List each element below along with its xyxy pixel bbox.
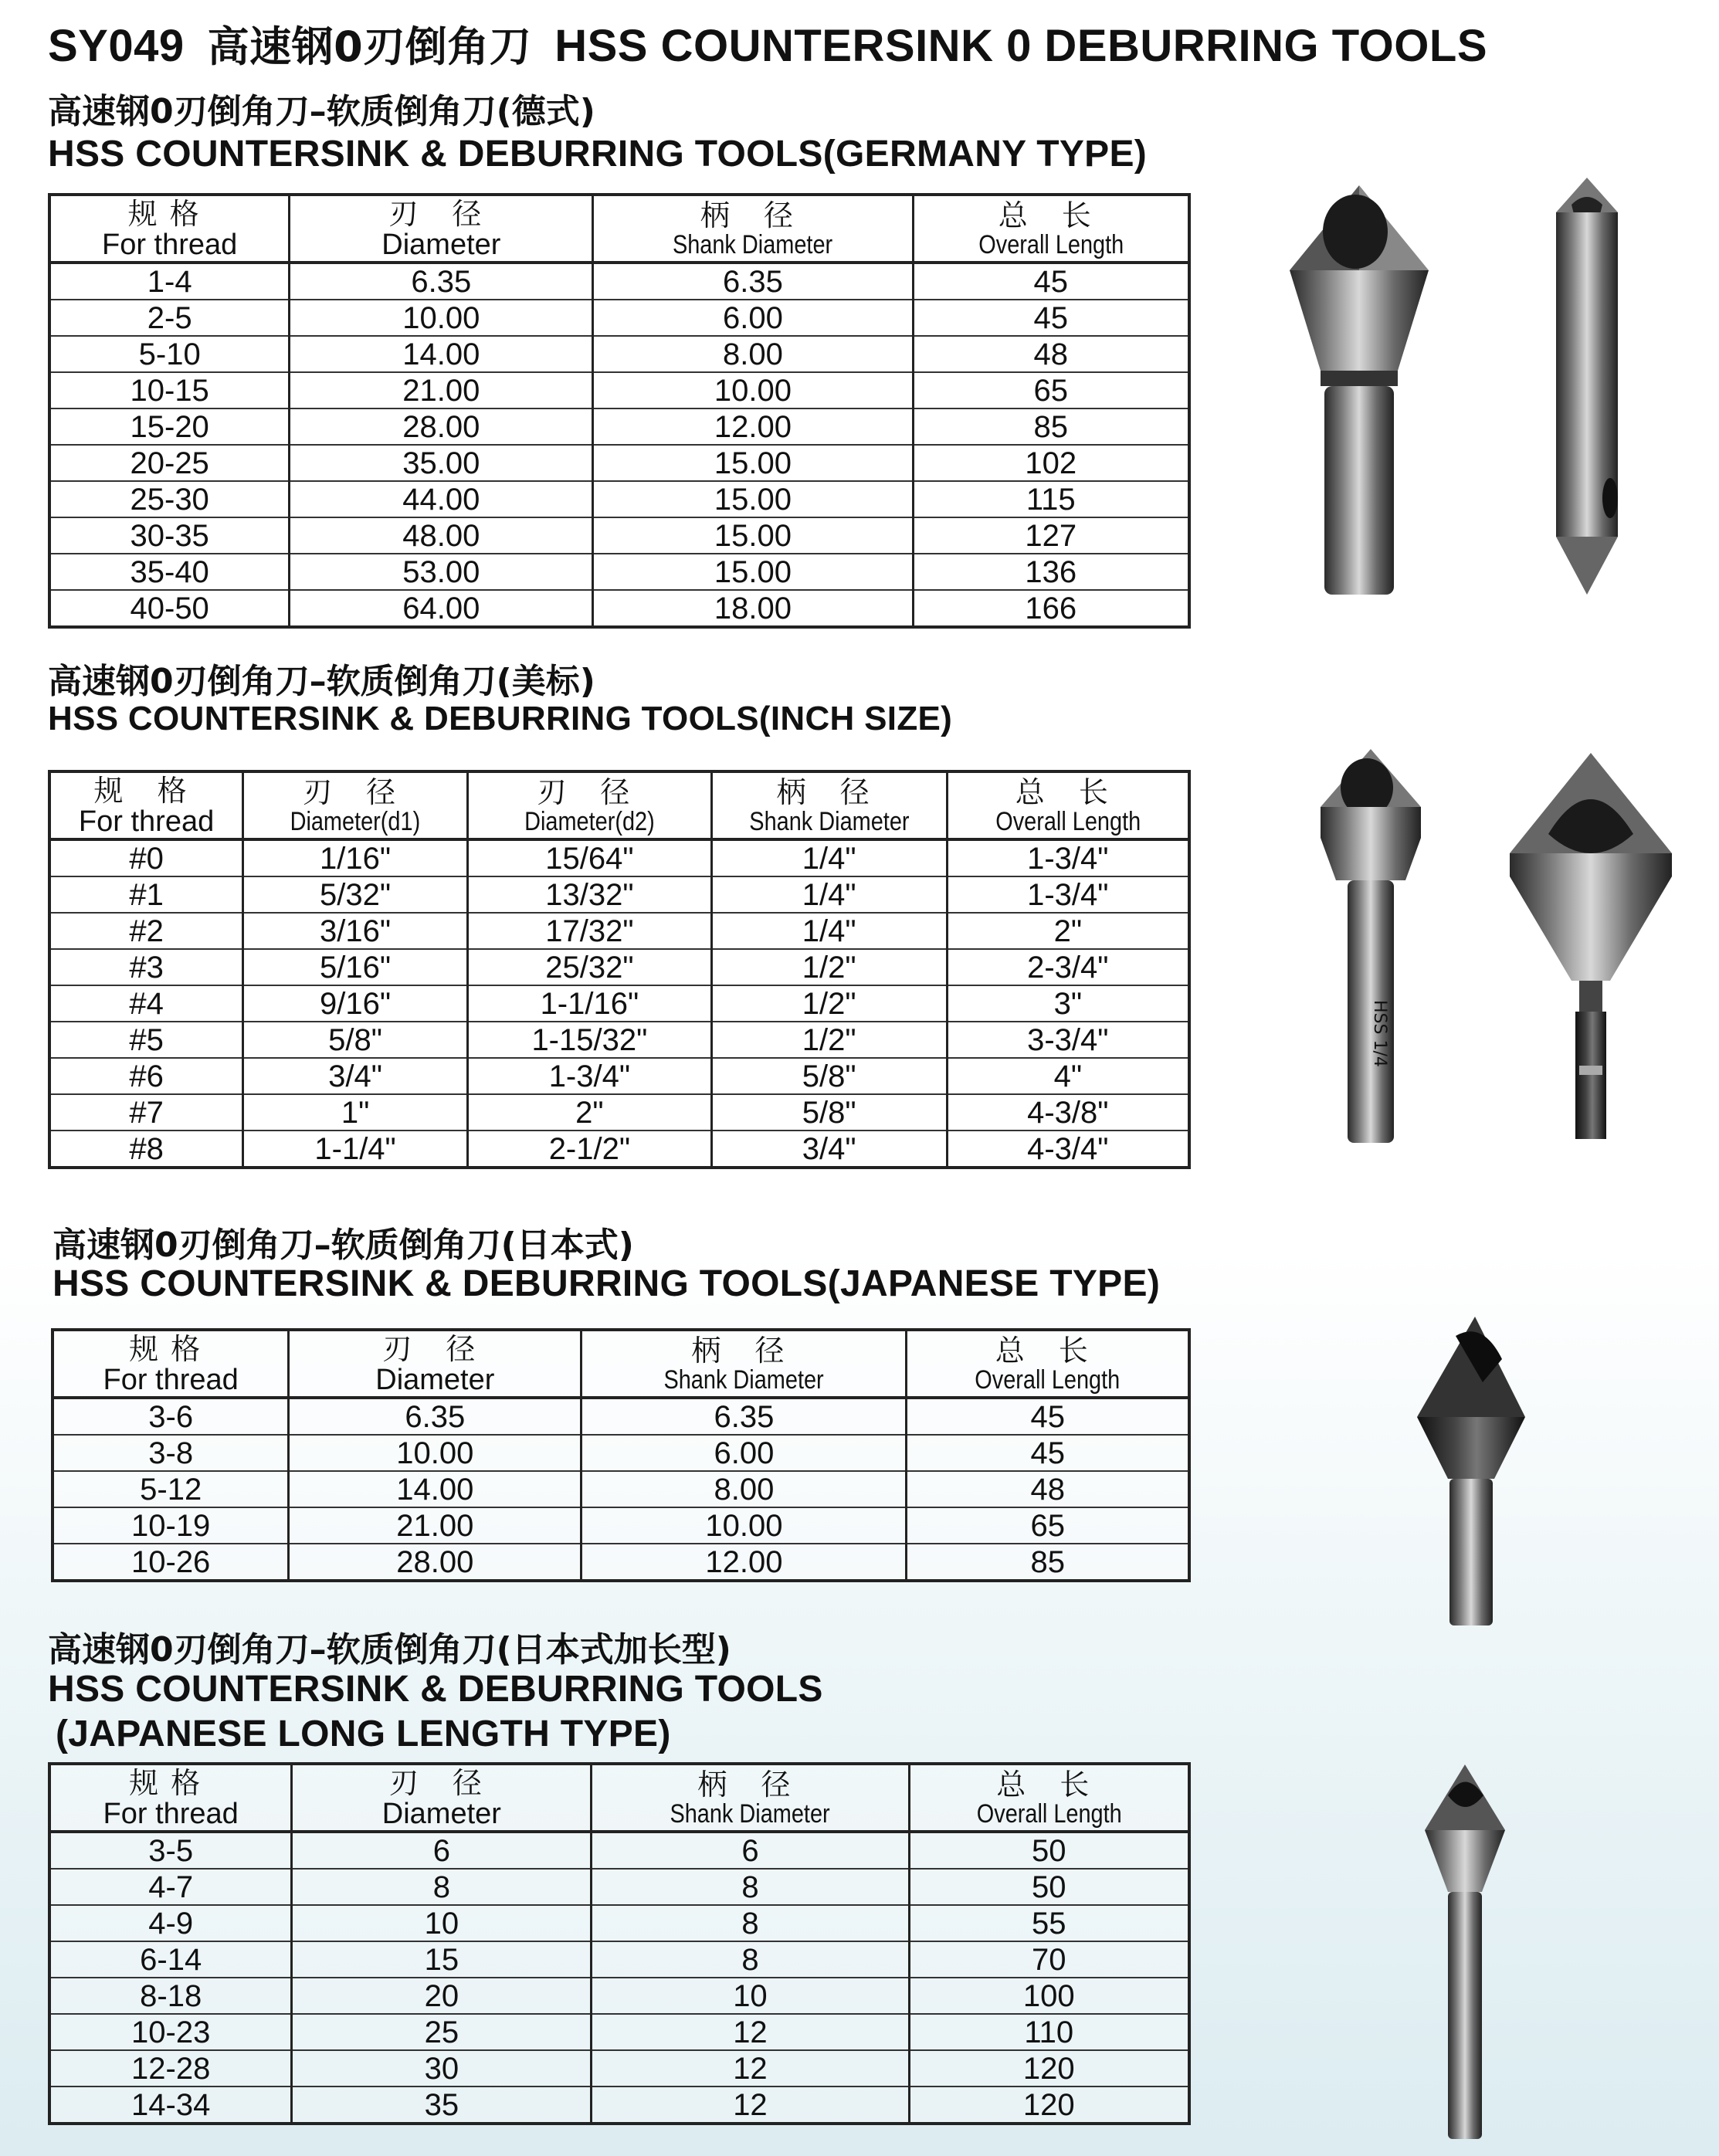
table-cell: 70 [909, 1941, 1189, 1978]
column-header-en: For thread [78, 805, 215, 838]
table-cell: 8 [592, 1941, 909, 1978]
table-cell: 102 [913, 445, 1189, 481]
table-cell: 12-28 [49, 2050, 292, 2087]
column-header-cn: 刃 径 [388, 1766, 494, 1800]
table-cell: 10-26 [53, 1544, 289, 1581]
table-row [49, 985, 1189, 1022]
table-row [49, 300, 1189, 336]
table-cell: 21.00 [289, 1507, 581, 1544]
table-cell: 10.00 [290, 300, 593, 336]
table-row [53, 1471, 1189, 1507]
table-cell: 1/4" [711, 913, 947, 949]
table-cell: 1/4" [711, 876, 947, 913]
table-cell: 17/32" [467, 913, 711, 949]
table-cell: 35.00 [290, 445, 593, 481]
column-header-cn: 总 长 [998, 198, 1104, 232]
table-cell: 12 [592, 2014, 909, 2050]
table-cell: 25-30 [49, 481, 290, 517]
column-header-en: For thread [102, 229, 238, 261]
photo-germany-deburring-rod [1544, 174, 1629, 606]
table-cell: 44.00 [290, 481, 593, 517]
table-cell: 14-34 [49, 2087, 292, 2124]
table-cell: 1" [243, 1094, 468, 1131]
section-japanese-long-title-en-2: (JAPANESE LONG LENGTH TYPE) [56, 1714, 671, 1754]
table-cell: 166 [1025, 591, 1077, 625]
column-header-en: For thread [103, 1364, 239, 1396]
table-row [49, 481, 1189, 517]
table-cell: 1/2" [711, 985, 947, 1022]
photo-inch-countersink-small [1313, 745, 1429, 1147]
table-cell: #1 [49, 876, 243, 913]
table-cell: 15.00 [593, 481, 913, 517]
section-japanese-title-en: HSS COUNTERSINK & DEBURRING TOOLS(JAPANESE TYPE) [53, 1263, 1161, 1304]
table-row [49, 839, 1189, 876]
column-header-cn: 柄 径 [776, 775, 882, 809]
table-row [53, 1544, 1189, 1581]
table-cell: 48 [907, 1471, 1189, 1507]
table-cell: 10-19 [53, 1507, 289, 1544]
table-cell: 4-3/8" [947, 1094, 1189, 1131]
table-cell: 6.35 [593, 263, 913, 300]
column-header [907, 1330, 1189, 1398]
column-header [49, 1764, 292, 1832]
table-row [49, 1131, 1189, 1168]
table-cell: 1-3/4" [947, 876, 1189, 913]
table-row [53, 1507, 1189, 1544]
table-cell: 1/4" [711, 839, 947, 876]
table-cell: 25 [292, 2014, 592, 2050]
table-cell: 15.00 [593, 554, 913, 590]
table-cell: 45 [913, 300, 1189, 336]
column-header-cn: 总 长 [1015, 775, 1121, 809]
page-title [48, 14, 1487, 73]
column-header [53, 1330, 289, 1398]
table-cell: 4-7 [49, 1869, 292, 1905]
section-inch-title-cn: 高速钢0刃倒角刀–软质倒角刀(美标) [48, 662, 595, 701]
table-cell: 5/32" [243, 876, 468, 913]
column-header-en: Overall Length [975, 1365, 1121, 1395]
table-cell: 48.00 [290, 517, 593, 554]
table-cell: 6 [292, 1832, 592, 1869]
table-cell: 115 [913, 481, 1189, 517]
table-cell: 2-1/2" [467, 1131, 711, 1168]
section-japanese-long-title-cn: 高速钢0刃倒角刀–软质倒角刀(日本式加长型) [48, 1630, 731, 1670]
column-header-en: Diameter(d1) [290, 807, 421, 836]
column-header-en: Shank Diameter [673, 230, 833, 259]
table-cell: 85 [1030, 1544, 1065, 1579]
table-cell: 120 [1022, 2087, 1075, 2122]
table-cell: 5/8" [243, 1022, 468, 1058]
column-header-en: Overall Length [995, 807, 1141, 836]
table-cell: 65 [913, 372, 1189, 408]
table-row [49, 1941, 1189, 1978]
table-header-row [49, 195, 1189, 263]
table-cell: 127 [913, 517, 1189, 554]
table-cell: 3/4" [243, 1058, 468, 1094]
table-cell: #2 [49, 913, 243, 949]
table-cell: 15-20 [49, 408, 290, 445]
column-header-en: For thread [103, 1798, 239, 1830]
table-row [49, 913, 1189, 949]
column-header [290, 195, 593, 263]
column-header-cn: 规格 [129, 1766, 213, 1800]
table-cell: 10.00 [581, 1507, 907, 1544]
table-cell: 4" [947, 1058, 1189, 1094]
table-row [49, 336, 1189, 372]
table-cell: 8 [592, 1905, 909, 1941]
table-row [49, 517, 1189, 554]
table-row [49, 876, 1189, 913]
table-row [49, 1094, 1189, 1131]
table-cell: 10-23 [49, 2014, 292, 2050]
table-row [49, 590, 1189, 627]
table-cell: 25/32" [467, 949, 711, 985]
table-cell: 2" [467, 1094, 711, 1131]
column-header [913, 195, 1189, 263]
table-japanese-long-type [48, 1762, 1191, 2125]
table-cell: 2-5 [49, 300, 290, 336]
table-cell: 12.00 [581, 1544, 907, 1581]
table-cell: 10 [592, 1978, 909, 2014]
column-header [49, 195, 290, 263]
column-header [49, 771, 243, 839]
table-cell: 120 [909, 2050, 1189, 2087]
table-cell: 50 [909, 1869, 1189, 1905]
table-row [49, 949, 1189, 985]
column-header-en: Shank Diameter [749, 807, 910, 836]
column-header [289, 1330, 581, 1398]
table-cell: 35-40 [49, 554, 290, 590]
table-cell: 30 [292, 2050, 592, 2087]
table-cell: 45 [907, 1435, 1189, 1471]
column-header-en: Diameter [375, 1364, 495, 1396]
table-cell: 10 [292, 1905, 592, 1941]
column-header-en: Diameter [381, 229, 501, 261]
table-cell: 8.00 [593, 336, 913, 372]
table-header-row [53, 1330, 1189, 1398]
table-cell: 15.00 [593, 517, 913, 554]
table-row [49, 263, 1189, 300]
column-header-cn: 刃 径 [388, 197, 494, 231]
table-cell: 28.00 [289, 1544, 581, 1581]
engraving-text: HSS 1/4 [1370, 1000, 1389, 1067]
table-row [49, 1978, 1189, 2014]
table-cell: 6.35 [289, 1398, 581, 1435]
table-row [49, 2014, 1189, 2050]
table-cell: 9/16" [243, 985, 468, 1022]
table-cell: 3-6 [53, 1398, 289, 1435]
table-germany-type [48, 193, 1191, 629]
table-header-row [49, 1764, 1189, 1832]
table-cell: 55 [909, 1905, 1189, 1941]
table-cell: 4-9 [49, 1905, 292, 1941]
table-row [49, 445, 1189, 481]
table-cell: 3-3/4" [947, 1022, 1189, 1058]
table-row [49, 1832, 1189, 1869]
table-cell: 2-3/4" [947, 949, 1189, 985]
column-header-cn: 柄 径 [700, 198, 805, 232]
table-cell: 1/16" [243, 839, 468, 876]
table-cell: #8 [49, 1131, 243, 1168]
column-header [592, 1764, 909, 1832]
table-cell: #3 [49, 949, 243, 985]
table-cell: 5/8" [711, 1094, 947, 1131]
table-cell: 110 [909, 2014, 1189, 2050]
table-row [53, 1398, 1189, 1435]
photo-japanese-countersink [1409, 1313, 1533, 1637]
column-header-en: Overall Length [976, 1799, 1122, 1829]
table-cell: 21.00 [290, 372, 593, 408]
table-cell: 6.35 [290, 263, 593, 300]
column-header [292, 1764, 592, 1832]
table-cell: 15/64" [467, 839, 711, 876]
table-cell: 1-3/4" [467, 1058, 711, 1094]
table-cell: #0 [49, 839, 243, 876]
table-cell: #5 [49, 1022, 243, 1058]
column-header-en: Diameter [381, 1798, 501, 1830]
table-cell: 6.35 [581, 1398, 907, 1435]
table-cell: 3/4" [711, 1131, 947, 1168]
table-row [49, 1022, 1189, 1058]
column-header-en: Shank Diameter [663, 1365, 825, 1395]
column-header [467, 771, 711, 839]
table-cell: 64.00 [290, 590, 593, 627]
table-cell: 85 [913, 408, 1189, 445]
table-cell: 12 [592, 2050, 909, 2087]
column-header-cn: 规格 [129, 1332, 213, 1366]
table-japanese-type [51, 1328, 1191, 1582]
table-cell: 20 [292, 1978, 592, 2014]
table-cell: 35 [292, 2087, 592, 2124]
title-cn: 高速钢0刃倒角刀 [207, 22, 532, 71]
column-header-cn: 刃 径 [382, 1332, 488, 1366]
table-cell: 8 [292, 1869, 592, 1905]
column-header [947, 771, 1189, 839]
section-inch-title-en: HSS COUNTERSINK & DEBURRING TOOLS(INCH SIZE) [48, 700, 953, 737]
table-cell: 30-35 [49, 517, 290, 554]
column-header-en: Diameter(d2) [524, 807, 655, 836]
table-cell: 5/16" [243, 949, 468, 985]
table-header-row [49, 771, 1189, 839]
table-cell: 12 [592, 2087, 909, 2124]
table-cell: 3-5 [49, 1832, 292, 1869]
table-cell: 1-4 [49, 263, 290, 300]
section-germany-title-cn: 高速钢0刃倒角刀–软质倒角刀(德式) [48, 92, 595, 131]
column-header-cn: 总 长 [996, 1768, 1102, 1802]
table-cell: 6 [592, 1832, 909, 1869]
table-cell: 100 [909, 1978, 1189, 2014]
table-row [49, 1058, 1189, 1094]
column-header [909, 1764, 1189, 1832]
column-header-cn: 规格 [127, 197, 212, 231]
table-cell: 1-15/32" [467, 1022, 711, 1058]
section-germany-title-en: HSS COUNTERSINK & DEBURRING TOOLS(GERMANY TYPE) [48, 134, 1148, 175]
table-cell: 1/2" [711, 949, 947, 985]
section-japanese-long-title-en: HSS COUNTERSINK & DEBURRING TOOLS [48, 1669, 823, 1710]
title-en: HSS COUNTERSINK 0 DEBURRING TOOLS [554, 21, 1487, 71]
table-cell: 8-18 [49, 1978, 292, 2014]
table-cell: #4 [49, 985, 243, 1022]
table-cell: 8.00 [581, 1471, 907, 1507]
column-header-cn: 柄 径 [697, 1768, 803, 1802]
table-cell: 12.00 [593, 408, 913, 445]
column-header [593, 195, 913, 263]
photo-japanese-long-countersink [1417, 1761, 1510, 2147]
table-cell: 65 [907, 1507, 1189, 1544]
table-cell: 15 [292, 1941, 592, 1978]
table-row [53, 1435, 1189, 1471]
table-cell: #6 [49, 1058, 243, 1094]
table-row [49, 2050, 1189, 2087]
table-cell: 1-1/4" [243, 1131, 468, 1168]
table-cell: #7 [49, 1094, 243, 1131]
table-cell: 5-12 [53, 1471, 289, 1507]
table-cell: 2" [947, 913, 1189, 949]
table-row [49, 1905, 1189, 1941]
table-cell: 18.00 [593, 590, 913, 627]
column-header-en: Shank Diameter [670, 1799, 831, 1829]
table-cell: 45 [907, 1398, 1189, 1435]
table-cell: 14.00 [289, 1471, 581, 1507]
table-row [49, 554, 1189, 590]
section-japanese-title-cn: 高速钢0刃倒角刀–软质倒角刀(日本式) [53, 1225, 634, 1265]
table-cell: 15.00 [593, 445, 913, 481]
column-header-cn: 刃 径 [537, 775, 643, 809]
table-cell: 28.00 [290, 408, 593, 445]
table-cell: 136 [913, 554, 1189, 590]
product-code: SY049 [48, 21, 185, 71]
table-cell: 10.00 [289, 1435, 581, 1471]
table-row [49, 372, 1189, 408]
table-cell: 3-8 [53, 1435, 289, 1471]
table-cell: 1/2" [711, 1022, 947, 1058]
column-header [711, 771, 947, 839]
table-cell: 4-3/4" [1027, 1131, 1109, 1166]
table-cell: 50 [909, 1832, 1189, 1869]
table-row [49, 1869, 1189, 1905]
table-cell: 1-3/4" [947, 839, 1189, 876]
table-cell: 53.00 [290, 554, 593, 590]
table-cell: 6.00 [593, 300, 913, 336]
table-row [49, 408, 1189, 445]
table-cell: 1-1/16" [467, 985, 711, 1022]
table-cell: 5/8" [711, 1058, 947, 1094]
column-header-en: Overall Length [978, 230, 1124, 259]
column-header-cn: 总 长 [995, 1334, 1100, 1368]
table-cell: 3/16" [243, 913, 468, 949]
table-cell: 5-10 [49, 336, 290, 372]
table-row [49, 2087, 1189, 2124]
table-cell: 3" [947, 985, 1189, 1022]
table-cell: 6.00 [581, 1435, 907, 1471]
table-cell: 14.00 [290, 336, 593, 372]
table-cell: 10-15 [49, 372, 290, 408]
table-cell: 48 [913, 336, 1189, 372]
table-cell: 8 [592, 1869, 909, 1905]
table-cell: 40-50 [49, 590, 290, 627]
photo-inch-countersink-large [1502, 749, 1680, 1151]
table-cell: 13/32" [467, 876, 711, 913]
column-header [581, 1330, 907, 1398]
table-cell: 10.00 [593, 372, 913, 408]
table-cell: 20-25 [49, 445, 290, 481]
table-cell: 45 [913, 263, 1189, 300]
column-header-cn: 刃 径 [303, 775, 409, 809]
column-header-cn: 规 格 [93, 774, 199, 808]
photo-germany-countersink [1282, 178, 1436, 602]
table-inch-size [48, 770, 1191, 1169]
column-header [243, 771, 468, 839]
column-header-cn: 柄 径 [691, 1334, 797, 1368]
table-cell: 6-14 [49, 1941, 292, 1978]
